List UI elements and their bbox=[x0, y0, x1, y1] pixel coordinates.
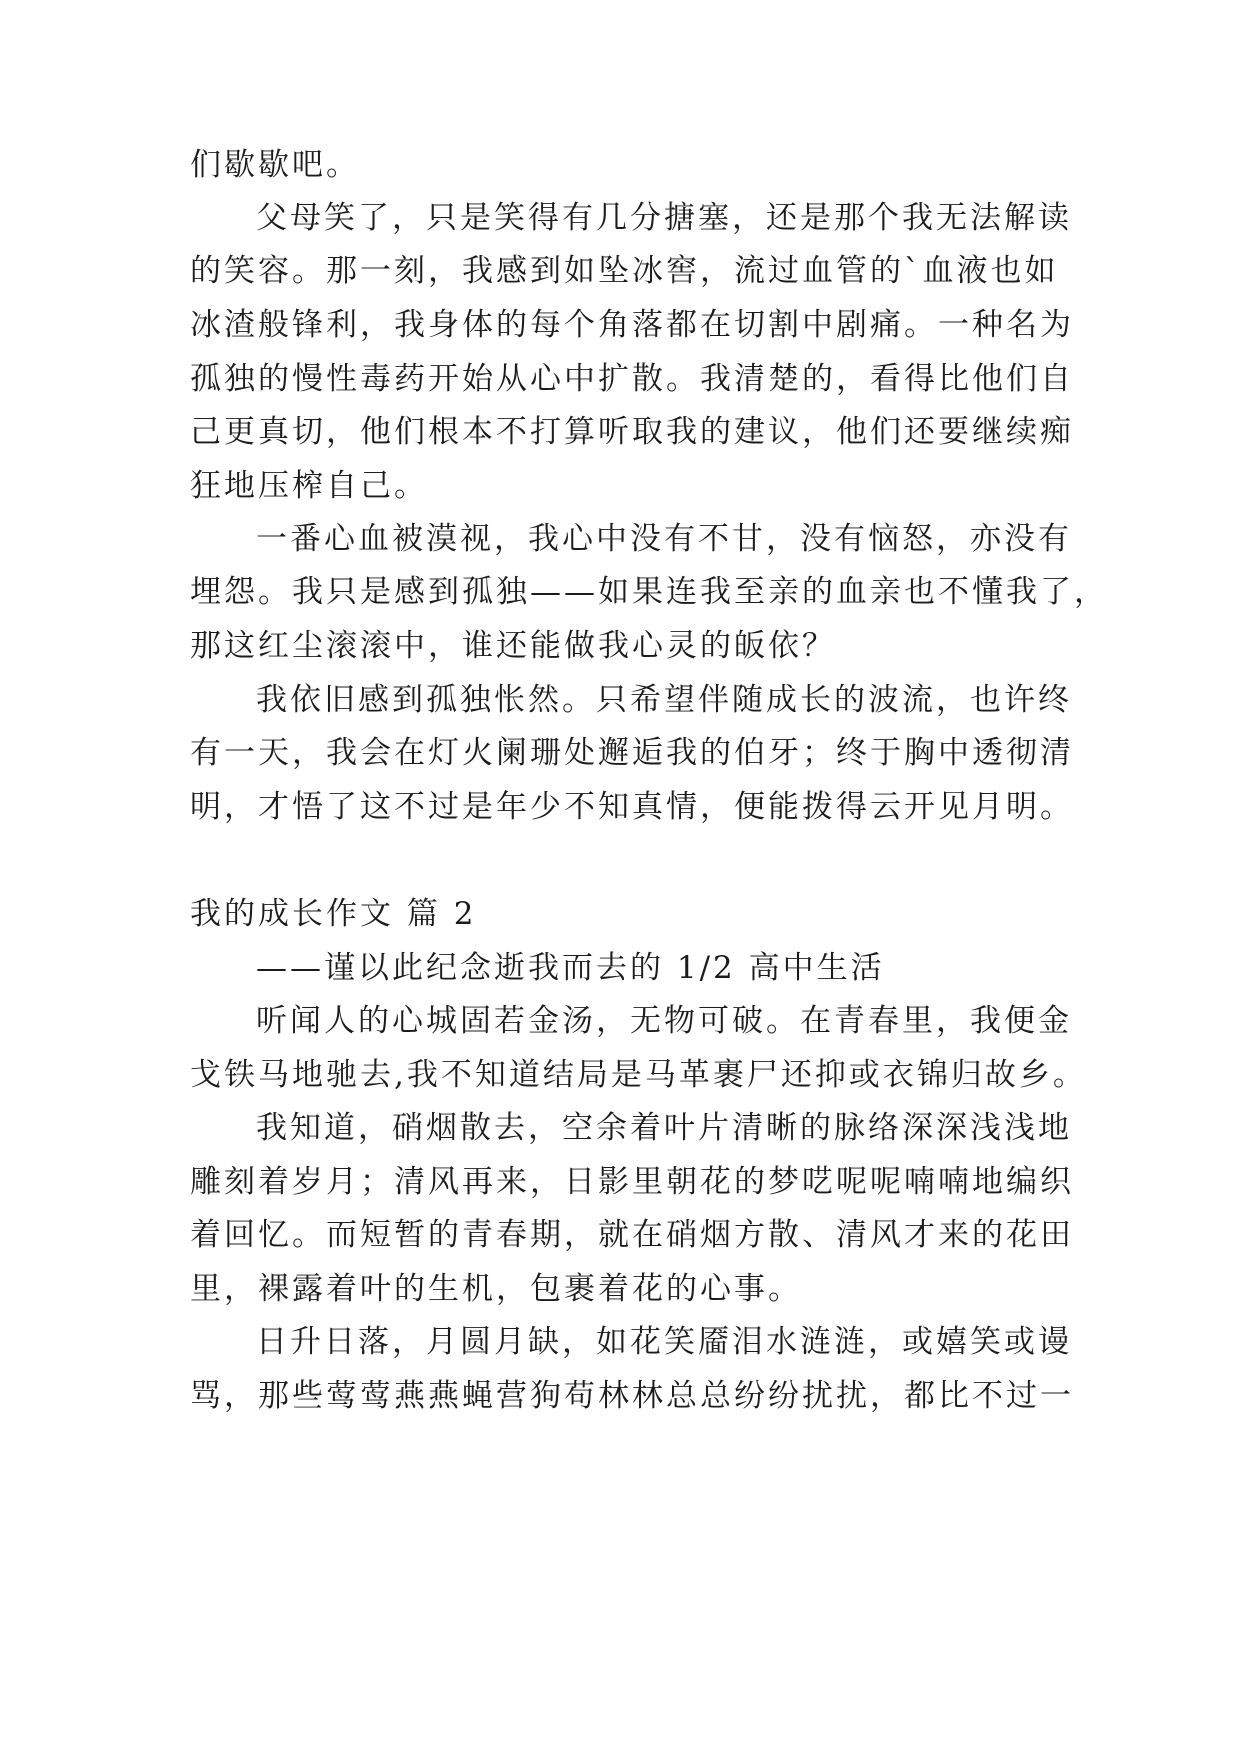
text-line: 我依旧感到孤独怅然。只希望伴随成长的波流，也许终 bbox=[256, 682, 1072, 718]
text-line: 里，裸露着叶的生机，包裹着花的心事。 bbox=[190, 1271, 802, 1307]
text-line: 的笑容。那一刻，我感到如坠冰窖，流过血管的`血液也如 bbox=[190, 253, 1059, 289]
text-line: 明，才悟了这不过是年少不知真情，便能拨得云开见月明。 bbox=[190, 789, 1074, 825]
text-line: 我知道，硝烟散去，空余着叶片清晰的脉络深深浅浅地 bbox=[256, 1110, 1072, 1146]
text-line: 父母笑了，只是笑得有几分搪塞，还是那个我无法解读 bbox=[256, 200, 1072, 236]
text-line: 孤独的慢性毒药开始从心中扩散。我清楚的，看得比他们自 bbox=[190, 361, 1074, 397]
text-line: 日升日落，月圆月缺，如花笑靥泪水涟涟，或嬉笑或谩 bbox=[256, 1324, 1072, 1360]
text-line: 戈铁马地驰去,我不知道结局是马革裹尸还抑或衣锦归故乡。 bbox=[190, 1057, 1087, 1093]
text-line: 听闻人的心城固若金汤，无物可破。在青春里，我便金 bbox=[256, 1003, 1072, 1039]
text-line: 一番心血被漠视，我心中没有不甘，没有恼怒，亦没有 bbox=[256, 521, 1072, 557]
section-heading: 我的成长作文 篇 2 bbox=[190, 896, 477, 932]
text-line: 有一天，我会在灯火阑珊处邂逅我的伯牙；终于胸中透彻清 bbox=[190, 735, 1074, 771]
text-line: 狂地压榨自己。 bbox=[190, 468, 428, 504]
text-line: 雕刻着岁月；清风再来，日影里朝花的梦呓呢呢喃喃地编织 bbox=[190, 1164, 1074, 1200]
text-line: 己更真切，他们根本不打算听取我的建议，他们还要继续痴 bbox=[190, 414, 1074, 450]
text-line: 冰渣般锋利，我身体的每个角落都在切割中剧痛。一种名为 bbox=[190, 307, 1074, 343]
section-subtitle: ——谨以此纪念逝我而去的 1/2 高中生活 bbox=[256, 950, 885, 986]
text-line: 骂，那些莺莺燕燕蝇营狗苟林林总总纷纷扰扰，都比不过一 bbox=[190, 1378, 1074, 1414]
text-line: 们歇歇吧。 bbox=[190, 147, 360, 183]
text-line: 埋怨。我只是感到孤独——如果连我至亲的血亲也不懂我了， bbox=[190, 574, 1108, 610]
text-line: 着回忆。而短暂的青春期，就在硝烟方散、清风才来的花田 bbox=[190, 1217, 1074, 1253]
text-line: 那这红尘滚滚中，谁还能做我心灵的皈依？ bbox=[190, 628, 836, 664]
